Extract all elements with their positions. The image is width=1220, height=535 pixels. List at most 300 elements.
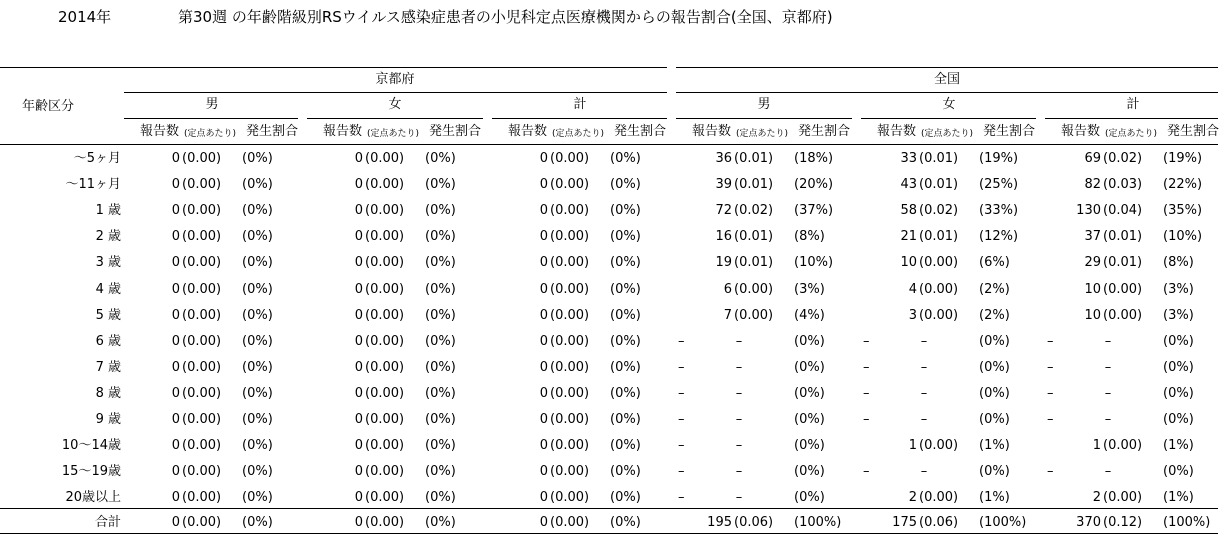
cell-per: – bbox=[735, 438, 743, 454]
cell-pct: (0%) bbox=[425, 203, 456, 219]
region-rule-left bbox=[124, 92, 667, 93]
cell-per: (0.00) bbox=[550, 385, 590, 401]
cell-pct: (100%) bbox=[794, 515, 842, 530]
cell-count: 0 bbox=[539, 359, 548, 375]
cell-count: 39 bbox=[715, 177, 732, 193]
cell-count: 1 bbox=[1092, 438, 1101, 454]
cell-count: – bbox=[678, 333, 685, 349]
cell-count: – bbox=[1047, 333, 1054, 349]
cell-per: (0.00) bbox=[182, 464, 222, 480]
cell-pct: (35%) bbox=[1163, 203, 1203, 219]
cell-per: (0.02) bbox=[734, 203, 774, 219]
cell-pct: (10%) bbox=[794, 255, 834, 271]
sex-group-rule-5 bbox=[1045, 118, 1218, 119]
cell-count: – bbox=[863, 359, 870, 375]
sub-header-count: 報告数 bbox=[140, 124, 180, 139]
cell-pct: (2%) bbox=[979, 281, 1010, 297]
cell-per: (0.00) bbox=[550, 151, 590, 166]
table-bottom-rule bbox=[0, 533, 1218, 534]
cell-pct: (6%) bbox=[979, 255, 1010, 271]
cell-count: – bbox=[678, 438, 685, 454]
cell-per: (0.00) bbox=[365, 412, 405, 427]
cell-pct: (0%) bbox=[242, 490, 273, 506]
cell-pct: (0%) bbox=[242, 203, 273, 219]
cell-per: (0.00) bbox=[1103, 438, 1143, 454]
cell-per: (0.00) bbox=[550, 464, 590, 480]
cell-pct: (19%) bbox=[979, 151, 1019, 166]
cell-count: 0 bbox=[354, 490, 363, 506]
report-title: 第30週 の年齢階級別RSウイルス感染症患者の小児科定点医療機関からの報告割合(全国、京都府) bbox=[178, 8, 833, 26]
region-header-kyoto: 京都府 bbox=[375, 72, 415, 87]
cell-count: 21 bbox=[900, 229, 917, 245]
cell-per: (0.00) bbox=[550, 412, 590, 427]
cell-per: (0.00) bbox=[550, 177, 590, 193]
cell-count: – bbox=[678, 412, 685, 427]
cell-pct: (0%) bbox=[610, 515, 641, 530]
row-header-age: 年齢区分 bbox=[22, 99, 75, 114]
cell-per: (0.00) bbox=[365, 229, 405, 245]
cell-count: 0 bbox=[539, 229, 548, 245]
cell-count: 0 bbox=[171, 333, 180, 349]
table-top-rule-left bbox=[0, 67, 667, 68]
cell-pct: (0%) bbox=[794, 385, 825, 401]
cell-count: – bbox=[678, 464, 685, 480]
cell-count: 6 bbox=[723, 281, 732, 297]
cell-count: 175 bbox=[892, 515, 917, 530]
cell-pct: (0%) bbox=[610, 255, 641, 271]
cell-pct: (18%) bbox=[794, 151, 834, 166]
cell-pct: (0%) bbox=[242, 464, 273, 480]
cell-count: – bbox=[1047, 359, 1054, 375]
table-row-label: 9 歳 bbox=[95, 412, 121, 427]
cell-pct: (0%) bbox=[610, 385, 641, 401]
cell-pct: (10%) bbox=[1163, 229, 1203, 245]
cell-pct: (0%) bbox=[425, 255, 456, 271]
cell-pct: (0%) bbox=[794, 438, 825, 454]
cell-pct: (0%) bbox=[794, 412, 825, 427]
cell-per: (0.06) bbox=[919, 515, 959, 530]
region-header-national: 全国 bbox=[933, 72, 961, 87]
sub-header-count: 報告数 bbox=[323, 124, 363, 139]
sub-header-count: 報告数 bbox=[877, 124, 917, 139]
cell-pct: (0%) bbox=[242, 281, 273, 297]
cell-count: 4 bbox=[908, 281, 917, 297]
cell-count: 0 bbox=[171, 438, 180, 454]
cell-pct: (0%) bbox=[242, 385, 273, 401]
cell-pct: (0%) bbox=[242, 515, 273, 530]
cell-per: (0.00) bbox=[365, 490, 405, 506]
cell-count: 0 bbox=[354, 412, 363, 427]
cell-per: (0.00) bbox=[365, 464, 405, 480]
table-row-label: 10～14歳 bbox=[61, 438, 121, 454]
cell-count: – bbox=[1047, 385, 1054, 401]
cell-per: – bbox=[735, 464, 743, 480]
cell-pct: (0%) bbox=[610, 359, 641, 375]
cell-pct: (0%) bbox=[610, 412, 641, 427]
cell-pct: (0%) bbox=[794, 359, 825, 375]
cell-per: – bbox=[920, 464, 928, 480]
cell-count: – bbox=[863, 464, 870, 480]
cell-per: (0.00) bbox=[1103, 281, 1143, 297]
cell-per: – bbox=[920, 359, 928, 375]
cell-per: (0.00) bbox=[550, 333, 590, 349]
cell-count: 0 bbox=[354, 281, 363, 297]
cell-per: (0.00) bbox=[550, 490, 590, 506]
cell-pct: (0%) bbox=[242, 438, 273, 454]
cell-count: 0 bbox=[539, 464, 548, 480]
cell-pct: (0%) bbox=[242, 412, 273, 427]
cell-per: (0.00) bbox=[182, 177, 222, 193]
cell-pct: (0%) bbox=[242, 151, 273, 166]
cell-pct: (0%) bbox=[425, 151, 456, 166]
table-row-label: 2 歳 bbox=[95, 229, 121, 245]
cell-pct: (0%) bbox=[1163, 412, 1194, 427]
cell-pct: (0%) bbox=[425, 177, 456, 193]
cell-count: 0 bbox=[354, 307, 363, 323]
cell-pct: (0%) bbox=[610, 229, 641, 245]
cell-count: 0 bbox=[171, 255, 180, 271]
cell-pct: (0%) bbox=[794, 333, 825, 349]
cell-per: (0.00) bbox=[550, 438, 590, 454]
cell-per: (0.00) bbox=[919, 255, 959, 271]
cell-per: (0.00) bbox=[365, 255, 405, 271]
cell-per: (0.01) bbox=[734, 229, 774, 245]
cell-per: (0.00) bbox=[182, 515, 222, 530]
cell-count: 0 bbox=[354, 229, 363, 245]
cell-per: – bbox=[1104, 385, 1112, 401]
total-rule bbox=[0, 508, 1218, 509]
cell-count: 0 bbox=[539, 151, 548, 166]
cell-per: (0.00) bbox=[550, 255, 590, 271]
cell-count: 0 bbox=[539, 177, 548, 193]
cell-per: – bbox=[735, 333, 743, 349]
cell-pct: (0%) bbox=[242, 333, 273, 349]
cell-count: 130 bbox=[1076, 203, 1101, 219]
cell-pct: (0%) bbox=[610, 281, 641, 297]
table-row-label: 5 歳 bbox=[95, 307, 121, 323]
year-label: 2014年 bbox=[58, 8, 112, 26]
sex-group-rule-4 bbox=[861, 118, 1036, 119]
sub-header-count: 報告数 bbox=[692, 124, 732, 139]
cell-count: 0 bbox=[171, 412, 180, 427]
cell-count: 0 bbox=[171, 203, 180, 219]
table-row-label: 1 歳 bbox=[95, 203, 121, 219]
cell-pct: (0%) bbox=[425, 385, 456, 401]
table-top-rule-right bbox=[676, 67, 1218, 68]
cell-per: (0.00) bbox=[182, 385, 222, 401]
sub-header-per: (定点あたり) bbox=[921, 129, 974, 139]
cell-count: 82 bbox=[1084, 177, 1101, 193]
cell-pct: (0%) bbox=[1163, 359, 1194, 375]
cell-count: 0 bbox=[539, 307, 548, 323]
sex-group-rule-1 bbox=[307, 118, 483, 119]
table-row-label: 20歳以上 bbox=[65, 490, 121, 506]
cell-per: – bbox=[920, 385, 928, 401]
table-total-row-label: 合計 bbox=[94, 515, 121, 530]
cell-count: 0 bbox=[354, 203, 363, 219]
cell-count: 370 bbox=[1076, 515, 1101, 530]
cell-per: – bbox=[1104, 333, 1112, 349]
cell-count: 195 bbox=[707, 515, 732, 530]
cell-count: 36 bbox=[715, 151, 732, 166]
header-bottom-rule bbox=[0, 144, 1218, 145]
cell-count: 0 bbox=[354, 255, 363, 271]
cell-count: 0 bbox=[171, 177, 180, 193]
cell-per: (0.00) bbox=[182, 203, 222, 219]
cell-count: 10 bbox=[900, 255, 917, 271]
cell-pct: (0%) bbox=[610, 464, 641, 480]
cell-per: (0.00) bbox=[365, 359, 405, 375]
cell-per: (0.00) bbox=[182, 281, 222, 297]
cell-per: (0.00) bbox=[550, 229, 590, 245]
cell-count: 0 bbox=[539, 281, 548, 297]
cell-count: 2 bbox=[1092, 490, 1101, 506]
cell-count: – bbox=[678, 359, 685, 375]
cell-count: 0 bbox=[171, 281, 180, 297]
cell-per: (0.01) bbox=[734, 177, 774, 193]
cell-count: 43 bbox=[900, 177, 917, 193]
cell-count: 0 bbox=[539, 490, 548, 506]
cell-pct: (1%) bbox=[1163, 438, 1194, 454]
cell-pct: (3%) bbox=[1163, 281, 1194, 297]
cell-per: (0.00) bbox=[365, 333, 405, 349]
sex-header: 計 bbox=[573, 97, 587, 112]
cell-per: – bbox=[920, 333, 928, 349]
cell-pct: (0%) bbox=[610, 333, 641, 349]
cell-per: (0.00) bbox=[734, 281, 774, 297]
sex-group-rule-3 bbox=[676, 118, 852, 119]
cell-pct: (0%) bbox=[979, 385, 1010, 401]
cell-per: (0.00) bbox=[182, 229, 222, 245]
cell-per: (0.02) bbox=[919, 203, 959, 219]
cell-count: 0 bbox=[354, 151, 363, 166]
cell-count: 1 bbox=[908, 438, 917, 454]
cell-count: 0 bbox=[171, 307, 180, 323]
cell-pct: (0%) bbox=[425, 490, 456, 506]
cell-pct: (3%) bbox=[794, 281, 825, 297]
cell-pct: (20%) bbox=[794, 177, 834, 193]
cell-per: (0.00) bbox=[365, 307, 405, 323]
cell-pct: (0%) bbox=[425, 333, 456, 349]
sub-header-pct: 発生割合 bbox=[246, 124, 299, 139]
cell-pct: (0%) bbox=[1163, 464, 1194, 480]
cell-count: 0 bbox=[539, 203, 548, 219]
sub-header-pct: 発生割合 bbox=[1167, 124, 1220, 139]
cell-count: 33 bbox=[900, 151, 917, 166]
cell-count: 16 bbox=[715, 229, 732, 245]
cell-per: (0.00) bbox=[182, 333, 222, 349]
cell-count: – bbox=[863, 333, 870, 349]
cell-per: (0.00) bbox=[365, 515, 405, 530]
cell-pct: (0%) bbox=[610, 307, 641, 323]
cell-per: (0.01) bbox=[919, 229, 959, 245]
cell-count: 0 bbox=[354, 464, 363, 480]
cell-count: 10 bbox=[1084, 281, 1101, 297]
cell-pct: (8%) bbox=[794, 229, 825, 245]
cell-per: (0.00) bbox=[919, 281, 959, 297]
cell-per: – bbox=[735, 490, 743, 506]
cell-per: (0.00) bbox=[550, 281, 590, 297]
cell-count: – bbox=[863, 385, 870, 401]
table-row-label: 6 歳 bbox=[95, 333, 121, 349]
table-row-label: ～5ヶ月 bbox=[73, 151, 121, 166]
cell-pct: (0%) bbox=[425, 359, 456, 375]
cell-count: 0 bbox=[539, 438, 548, 454]
cell-per: (0.00) bbox=[182, 359, 222, 375]
sub-header-pct: 発生割合 bbox=[798, 124, 851, 139]
cell-count: – bbox=[1047, 464, 1054, 480]
cell-per: (0.00) bbox=[365, 151, 405, 166]
table-row-label: 3 歳 bbox=[95, 255, 121, 271]
cell-per: – bbox=[735, 412, 743, 427]
sex-group-rule-0 bbox=[124, 118, 298, 119]
cell-count: 0 bbox=[171, 490, 180, 506]
cell-per: – bbox=[1104, 464, 1112, 480]
cell-count: 0 bbox=[171, 464, 180, 480]
cell-pct: (0%) bbox=[425, 412, 456, 427]
cell-count: 0 bbox=[539, 333, 548, 349]
sub-header-per: (定点あたり) bbox=[1105, 129, 1158, 139]
cell-pct: (0%) bbox=[425, 229, 456, 245]
cell-pct: (12%) bbox=[979, 229, 1019, 245]
cell-per: (0.01) bbox=[1103, 255, 1143, 271]
cell-per: (0.00) bbox=[365, 177, 405, 193]
cell-per: (0.01) bbox=[919, 151, 959, 166]
cell-pct: (100%) bbox=[1163, 515, 1211, 530]
sub-header-per: (定点あたり) bbox=[736, 129, 789, 139]
cell-pct: (0%) bbox=[610, 177, 641, 193]
cell-count: 7 bbox=[723, 307, 732, 323]
cell-per: (0.00) bbox=[1103, 490, 1143, 506]
cell-pct: (1%) bbox=[1163, 490, 1194, 506]
cell-per: (0.00) bbox=[1103, 307, 1143, 323]
cell-count: 0 bbox=[539, 255, 548, 271]
cell-pct: (0%) bbox=[425, 281, 456, 297]
cell-pct: (0%) bbox=[1163, 385, 1194, 401]
cell-count: 0 bbox=[354, 438, 363, 454]
cell-pct: (2%) bbox=[979, 307, 1010, 323]
cell-per: (0.00) bbox=[734, 307, 774, 323]
cell-per: (0.00) bbox=[182, 307, 222, 323]
cell-count: 0 bbox=[539, 385, 548, 401]
cell-pct: (0%) bbox=[425, 464, 456, 480]
cell-count: 19 bbox=[715, 255, 732, 271]
sub-header-per: (定点あたり) bbox=[552, 129, 605, 139]
cell-pct: (0%) bbox=[610, 490, 641, 506]
region-rule-right bbox=[676, 92, 1218, 93]
cell-per: (0.00) bbox=[550, 515, 590, 530]
cell-count: – bbox=[678, 385, 685, 401]
cell-per: (0.01) bbox=[1103, 229, 1143, 245]
cell-count: 0 bbox=[354, 359, 363, 375]
cell-per: (0.01) bbox=[734, 151, 774, 166]
cell-per: (0.00) bbox=[182, 151, 222, 166]
cell-count: – bbox=[863, 412, 870, 427]
cell-per: (0.04) bbox=[1103, 203, 1143, 219]
cell-per: (0.00) bbox=[365, 438, 405, 454]
cell-count: 0 bbox=[171, 515, 180, 530]
cell-pct: (1%) bbox=[979, 438, 1010, 454]
cell-per: (0.00) bbox=[182, 412, 222, 427]
cell-per: (0.00) bbox=[550, 203, 590, 219]
cell-pct: (0%) bbox=[242, 359, 273, 375]
cell-pct: (0%) bbox=[979, 464, 1010, 480]
cell-count: – bbox=[678, 490, 685, 506]
cell-count: 0 bbox=[171, 359, 180, 375]
sub-header-pct: 発生割合 bbox=[614, 124, 667, 139]
table-row-label: 4 歳 bbox=[95, 281, 121, 297]
table-row-label: 15～19歳 bbox=[61, 464, 121, 480]
cell-count: 72 bbox=[715, 203, 732, 219]
cell-pct: (0%) bbox=[610, 203, 641, 219]
cell-pct: (0%) bbox=[610, 151, 641, 166]
cell-per: (0.00) bbox=[919, 438, 959, 454]
cell-count: 0 bbox=[354, 385, 363, 401]
cell-count: 0 bbox=[171, 229, 180, 245]
cell-per: (0.00) bbox=[182, 255, 222, 271]
cell-per: (0.12) bbox=[1103, 515, 1143, 530]
sex-header: 男 bbox=[205, 97, 219, 112]
cell-count: 29 bbox=[1084, 255, 1101, 271]
cell-count: – bbox=[1047, 412, 1054, 427]
cell-pct: (0%) bbox=[425, 438, 456, 454]
cell-pct: (0%) bbox=[242, 307, 273, 323]
cell-pct: (0%) bbox=[242, 229, 273, 245]
cell-pct: (0%) bbox=[425, 515, 456, 530]
cell-per: (0.00) bbox=[919, 490, 959, 506]
cell-pct: (8%) bbox=[1163, 255, 1194, 271]
cell-pct: (3%) bbox=[1163, 307, 1194, 323]
cell-per: (0.00) bbox=[919, 307, 959, 323]
sub-header-pct: 発生割合 bbox=[429, 124, 482, 139]
cell-pct: (0%) bbox=[242, 177, 273, 193]
cell-pct: (100%) bbox=[979, 515, 1027, 530]
sex-header: 女 bbox=[388, 97, 402, 112]
cell-per: (0.01) bbox=[919, 177, 959, 193]
cell-count: 10 bbox=[1084, 307, 1101, 323]
cell-pct: (37%) bbox=[794, 203, 834, 219]
cell-pct: (0%) bbox=[610, 438, 641, 454]
cell-per: (0.00) bbox=[365, 203, 405, 219]
cell-pct: (0%) bbox=[979, 412, 1010, 427]
cell-per: (0.01) bbox=[734, 255, 774, 271]
cell-pct: (19%) bbox=[1163, 151, 1203, 166]
cell-pct: (0%) bbox=[794, 464, 825, 480]
sex-header: 男 bbox=[757, 97, 771, 112]
cell-per: (0.02) bbox=[1103, 151, 1143, 166]
cell-count: 69 bbox=[1084, 151, 1101, 166]
cell-per: – bbox=[735, 359, 743, 375]
cell-count: 0 bbox=[354, 177, 363, 193]
cell-pct: (0%) bbox=[425, 307, 456, 323]
sub-header-per: (定点あたり) bbox=[367, 129, 420, 139]
cell-per: – bbox=[1104, 412, 1112, 427]
cell-pct: (33%) bbox=[979, 203, 1019, 219]
cell-count: 3 bbox=[908, 307, 917, 323]
cell-per: (0.00) bbox=[182, 438, 222, 454]
cell-count: 0 bbox=[171, 385, 180, 401]
sub-header-per: (定点あたり) bbox=[184, 129, 237, 139]
cell-per: – bbox=[920, 412, 928, 427]
sub-header-count: 報告数 bbox=[1061, 124, 1101, 139]
cell-pct: (0%) bbox=[1163, 333, 1194, 349]
table-row-label: ～11ヶ月 bbox=[65, 177, 121, 193]
cell-count: 0 bbox=[539, 412, 548, 427]
cell-count: 0 bbox=[354, 515, 363, 530]
cell-pct: (0%) bbox=[979, 333, 1010, 349]
cell-count: 0 bbox=[354, 333, 363, 349]
cell-count: 0 bbox=[539, 515, 548, 530]
